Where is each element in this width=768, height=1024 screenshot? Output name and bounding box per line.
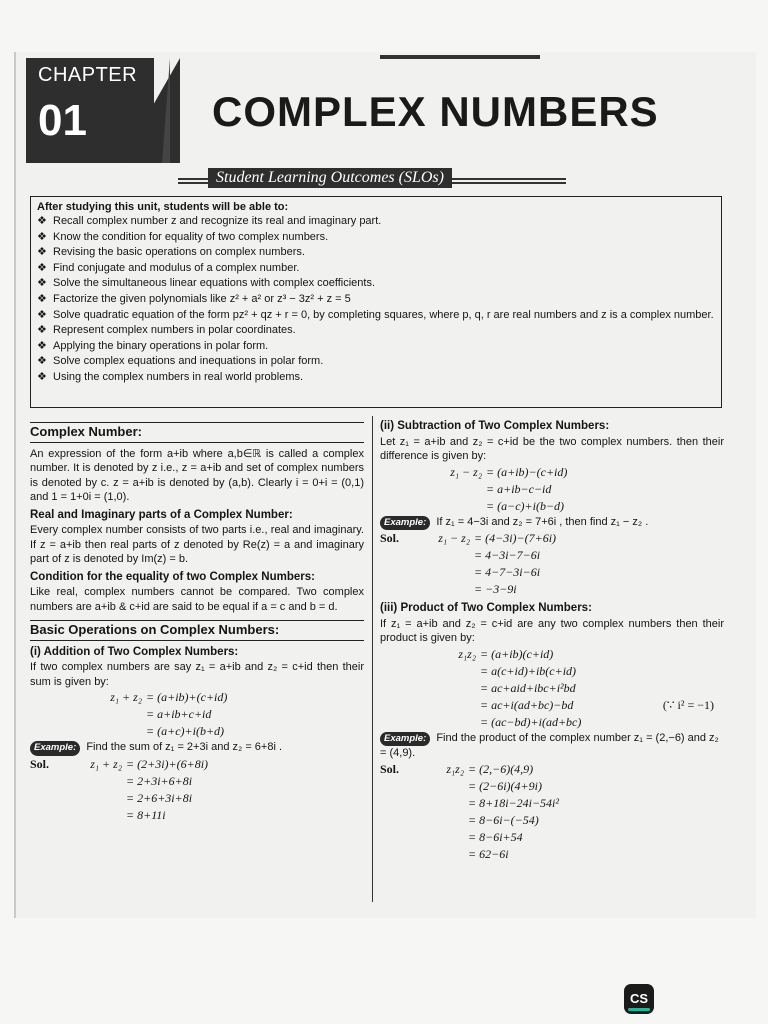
equation-indent xyxy=(30,773,70,790)
equation-lhs xyxy=(420,581,470,598)
equation-rhs: = 8+18i−24i−54i² xyxy=(468,795,559,810)
slo-item-text: Solve the simultaneous linear equations with complex coefficients. xyxy=(53,277,376,290)
diamond-bullet-icon: ❖ xyxy=(37,261,47,274)
equation-row xyxy=(30,790,364,807)
subtraction-steps xyxy=(380,464,724,515)
equation-lhs xyxy=(432,498,482,515)
equation-indent xyxy=(380,498,432,515)
equation-lhs xyxy=(432,663,476,680)
slo-item-text: Solve quadratic equation of the form pz² + qz + r = 0, by completing squares, where p, q, r are real numbers and z is a complex number. xyxy=(53,308,714,321)
equation-indent xyxy=(30,689,82,706)
equation-row xyxy=(380,778,724,795)
equation-indent xyxy=(380,778,420,795)
slo-item xyxy=(37,292,715,308)
equation-rhs: = (a−c)+i(b−d) xyxy=(486,498,565,513)
equation-row xyxy=(30,689,364,706)
equation-row xyxy=(380,481,724,498)
slo-item xyxy=(37,276,715,292)
diamond-bullet-icon: ❖ xyxy=(37,324,47,337)
slo-item xyxy=(37,308,715,324)
equation-lhs xyxy=(420,795,464,812)
slo-list xyxy=(37,214,715,386)
addition-heading: (i) Addition of Two Complex Numbers: xyxy=(30,645,239,658)
example-tag: Example: xyxy=(380,732,430,747)
equation-lhs xyxy=(420,829,464,846)
equation-rhs: = (a+c)+i(b+d) xyxy=(146,724,225,738)
equation-row xyxy=(380,680,724,697)
equation-indent xyxy=(380,795,420,812)
diamond-bullet-icon: ❖ xyxy=(37,277,47,290)
addition-text: If two complex numbers are say z₁ = a+ib and z₂ = c+id then their sum is given by: xyxy=(30,661,364,688)
equation-row xyxy=(380,564,724,581)
sol-label: Sol. xyxy=(380,531,400,545)
product-text: If z₁ = a+ib and z₂ = c+id are any two complex numbers then their product is given by: xyxy=(380,617,724,644)
equation-row xyxy=(380,547,724,564)
equation-lhs xyxy=(70,790,122,807)
slo-item-text: Represent complex numbers in polar coordinates. xyxy=(53,324,296,337)
equation-lhs xyxy=(420,812,464,829)
equation-row xyxy=(380,464,724,481)
example-1 xyxy=(30,740,364,756)
diamond-bullet-icon: ❖ xyxy=(37,339,47,352)
equation-indent xyxy=(380,697,432,714)
equation-indent xyxy=(30,723,82,740)
equation-lhs xyxy=(432,481,482,498)
sol-label: Sol. xyxy=(380,761,400,776)
equation-rhs: = (2+3i)+(6+8i) xyxy=(126,756,209,771)
equation-rhs: = (a+ib)(c+id) xyxy=(480,646,554,661)
equation-rhs: = 4−3i−7−6i xyxy=(474,548,541,562)
equation-rhs: = 2+6+3i+8i xyxy=(126,790,193,805)
chapter-number: 01 xyxy=(38,96,87,145)
equation-indent xyxy=(380,646,432,663)
chapter-word: CHAPTER xyxy=(38,64,138,86)
slo-item-text: Factorize the given polynomials like z² + a² or z³ − 3z² + z = 5 xyxy=(53,292,351,305)
diamond-bullet-icon: ❖ xyxy=(37,292,47,305)
example-2-text: If z₁ = 4−3i and z₂ = 7+6i , then find z₁ − z₂ . xyxy=(436,515,649,528)
equation-lhs: z₁z₂ xyxy=(446,761,464,776)
slo-item xyxy=(37,261,715,277)
addition-steps xyxy=(30,689,364,740)
page-title: COMPLEX NUMBERS xyxy=(212,88,659,135)
equation-lhs xyxy=(70,807,122,824)
equation-lhs xyxy=(420,547,470,564)
example-tag: Example: xyxy=(30,741,80,756)
slo-item-text: Revising the basic operations on complex numbers. xyxy=(53,246,305,259)
equation-indent xyxy=(380,547,420,564)
diamond-bullet-icon: ❖ xyxy=(37,370,47,383)
diamond-bullet-icon: ❖ xyxy=(37,230,47,243)
slo-item xyxy=(37,214,715,230)
equation-lhs: z₁ + z₂ xyxy=(110,690,142,704)
equation-lhs: z₁ − z₂ xyxy=(450,464,482,479)
equation-row xyxy=(380,646,724,663)
real-imag-heading: Real and Imaginary parts of a Complex Number: xyxy=(30,508,293,521)
slo-label: Student Learning Outcomes (SLOs) xyxy=(208,168,452,188)
equation-rhs: = (2,−6)(4,9) xyxy=(468,761,534,776)
equality-heading: Condition for the equality of two Complex Numbers: xyxy=(30,570,315,583)
equation-row xyxy=(30,807,364,824)
slo-item xyxy=(37,230,715,246)
equation-row xyxy=(380,761,724,778)
equation-lhs xyxy=(432,680,476,697)
equation-rhs: = ac+i(ad+bc)−bd xyxy=(480,697,574,712)
equation-lhs xyxy=(420,564,470,581)
slo-item xyxy=(37,245,715,261)
diamond-bullet-icon: ❖ xyxy=(37,308,47,321)
equation-row xyxy=(30,756,364,773)
example-3-solution xyxy=(380,761,724,863)
slo-item-text: Find conjugate and modulus of a complex number. xyxy=(53,261,300,274)
chapter-badge-slash-accent xyxy=(162,58,170,163)
equation-rhs: = −3−9i xyxy=(474,582,517,596)
equation-indent xyxy=(380,714,432,731)
example-1-text: Find the sum of z₁ = 2+3i and z₂ = 6+8i . xyxy=(86,741,283,753)
slo-box xyxy=(30,196,722,408)
product-note: (∵ i² = −1) xyxy=(662,697,714,712)
equation-rhs: = ac+aid+ibc+i²bd xyxy=(480,680,576,695)
equation-row xyxy=(380,829,724,846)
equation-indent xyxy=(380,564,420,581)
slo-item xyxy=(37,339,715,355)
example-3 xyxy=(380,731,724,761)
slo-item-text: Recall complex number z and recognize its real and imaginary part. xyxy=(53,215,382,227)
equation-rhs: = 8−6i+54 xyxy=(468,829,523,844)
complex-number-heading: Complex Number: xyxy=(30,422,364,443)
example-3-text: Find the product of the complex number z₁ = (2,−6) and z₂ = (4,9). xyxy=(380,731,719,759)
equation-lhs xyxy=(70,773,122,790)
equation-row xyxy=(380,663,724,680)
equation-rhs: = 62−6i xyxy=(468,846,509,861)
equation-rhs: = 8+11i xyxy=(126,807,166,822)
equation-rhs: = 2+3i+6+8i xyxy=(126,773,193,788)
equation-rhs: = (4−3i)−(7+6i) xyxy=(474,531,557,545)
real-imag-text: Every complex number consists of two parts i.e., real and imaginary. If z = a+ib then real parts of z denoted by Re(z) = a and imaginary part of z is denoted by Im(z) = b. xyxy=(30,524,364,565)
equation-indent xyxy=(30,790,70,807)
equation-indent xyxy=(380,581,420,598)
slo-item-text: Know the condition for equality of two complex numbers. xyxy=(53,230,329,243)
product-heading: (iii) Product of Two Complex Numbers: xyxy=(380,602,592,614)
example-2-solution xyxy=(380,530,724,598)
slo-item-text: Using the complex numbers in real world problems. xyxy=(53,370,304,383)
diamond-bullet-icon: ❖ xyxy=(37,355,47,368)
equation-rhs: = 8−6i−(−54) xyxy=(468,812,539,827)
equation-lhs xyxy=(432,697,476,714)
left-column xyxy=(30,416,364,824)
diamond-bullet-icon: ❖ xyxy=(37,246,47,259)
equation-lhs xyxy=(82,723,142,740)
example-tag: Example: xyxy=(380,516,430,531)
product-steps xyxy=(380,646,724,731)
equation-indent xyxy=(380,846,420,863)
equation-lhs xyxy=(420,778,464,795)
equation-row xyxy=(30,773,364,790)
equation-indent xyxy=(380,829,420,846)
slo-item xyxy=(37,370,715,386)
camscanner-logo: CS xyxy=(624,984,654,1014)
equation-rhs: = (a+ib)+(c+id) xyxy=(146,690,228,704)
equation-lhs xyxy=(82,706,142,723)
subtraction-text: Let z₁ = a+ib and z₂ = c+id be the two complex numbers. then their difference is given by: xyxy=(380,435,724,462)
example-1-solution xyxy=(30,756,364,824)
equality-text: Like real, complex numbers cannot be compared. Two complex numbers are a+ib & c+id are said to be equal if a = c and b = d. xyxy=(30,586,364,613)
equation-row xyxy=(380,714,724,731)
slo-intro: After studying this unit, students will be able to: xyxy=(37,201,289,213)
equation-lhs: z₁ + z₂ xyxy=(90,756,122,771)
equation-indent xyxy=(30,807,70,824)
equation-row xyxy=(380,795,724,812)
equation-lhs: z₁z₂ xyxy=(458,646,476,661)
equation-rhs: = a(c+id)+ib(c+id) xyxy=(480,663,577,678)
equation-rhs: = a+ib−c−id xyxy=(486,481,552,496)
slo-item-text: Solve complex equations and inequations in polar form. xyxy=(53,355,324,368)
equation-lhs xyxy=(432,714,476,731)
equation-indent xyxy=(380,812,420,829)
column-divider xyxy=(372,416,373,902)
equation-row xyxy=(380,581,724,598)
equation-rhs: = a+ib+c+id xyxy=(146,707,212,721)
equation-rhs: = 4−7−3i−6i xyxy=(474,565,541,579)
slo-item xyxy=(37,354,715,370)
equation-indent xyxy=(380,481,432,498)
example-2 xyxy=(380,515,724,531)
equation-lhs: z₁ − z₂ xyxy=(438,531,470,545)
diamond-bullet-icon: ❖ xyxy=(37,215,47,227)
top-rule xyxy=(380,55,540,59)
equation-row xyxy=(30,723,364,740)
equation-rhs: = (2−6i)(4+9i) xyxy=(468,778,542,793)
equation-row xyxy=(380,530,724,547)
equation-indent xyxy=(380,663,432,680)
equation-row xyxy=(380,812,724,829)
sol-label: Sol. xyxy=(30,756,50,771)
equation-indent xyxy=(30,706,82,723)
equation-row xyxy=(30,706,364,723)
right-column xyxy=(380,416,724,863)
equation-indent xyxy=(380,680,432,697)
equation-rhs: = (ac−bd)+i(ad+bc) xyxy=(480,714,582,729)
equation-row xyxy=(380,846,724,863)
complex-number-text: An expression of the form a+ib where a,b∈ℝ is called a complex number. It is denoted by z i.e., z = a+ib and set of complex numbers is denoted by c. z = a+ib is denoted by (a,b). Clearly i = 0+i = (0,1) and 1 = 1+0i = (1,0). xyxy=(30,447,364,503)
slo-item xyxy=(37,323,715,339)
basic-ops-heading: Basic Operations on Complex Numbers: xyxy=(30,620,364,641)
equation-indent xyxy=(380,464,432,481)
equation-row xyxy=(380,498,724,515)
slo-item-text: Applying the binary operations in polar form. xyxy=(53,339,269,352)
subtraction-heading: (ii) Subtraction of Two Complex Numbers: xyxy=(380,420,610,432)
equation-lhs xyxy=(420,846,464,863)
equation-rhs: = (a+ib)−(c+id) xyxy=(486,464,568,479)
